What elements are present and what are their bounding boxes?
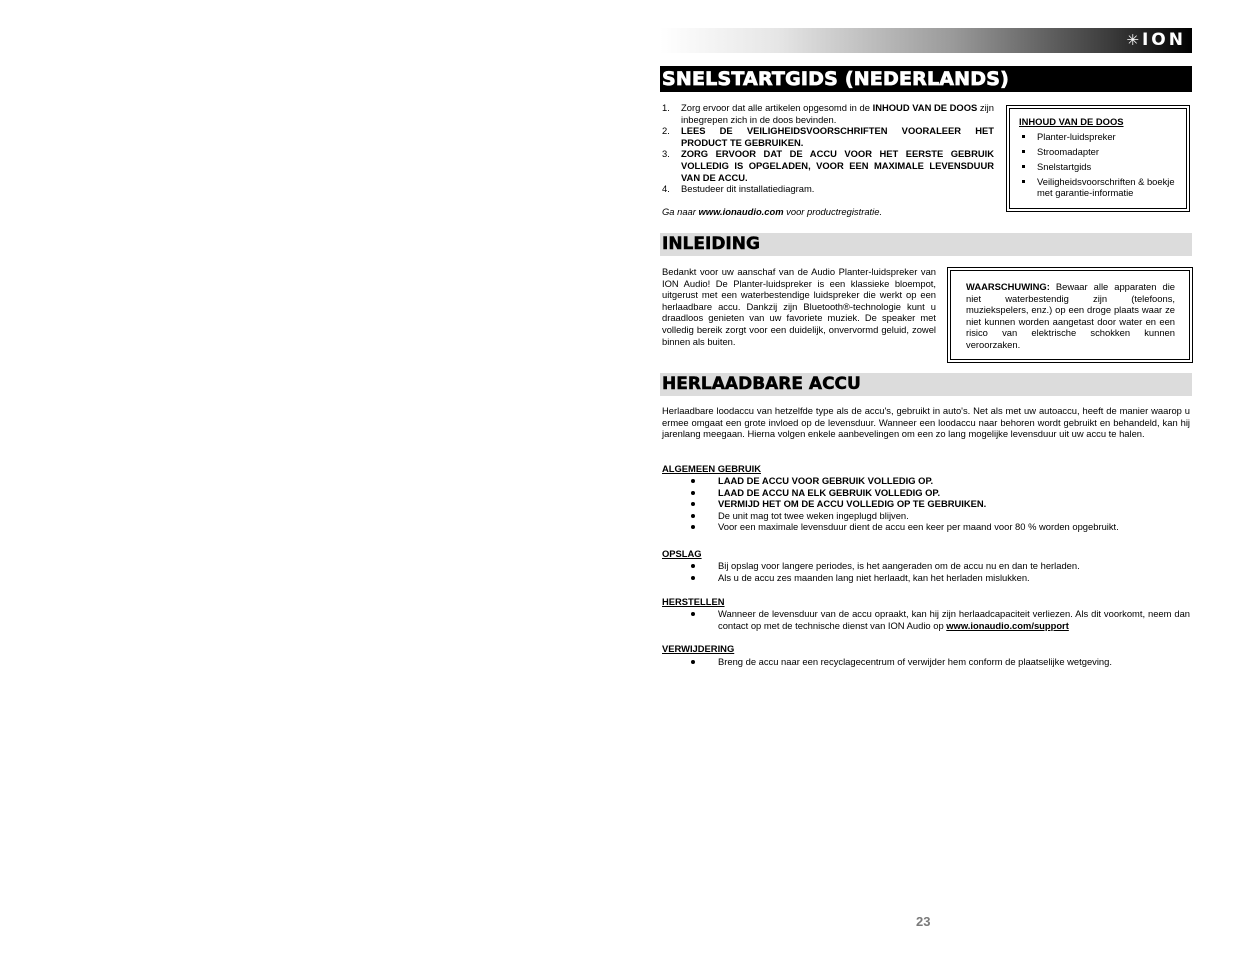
header-gradient-bar: [660, 28, 1192, 53]
warning-box: [950, 270, 1190, 360]
step-item: 4. Bestudeer dit installatiediagram.: [662, 183, 815, 195]
list-item: Als u de accu zes maanden lang niet herlaadt, kan het herladen mislukken.: [662, 572, 1190, 584]
intro-text: Bedankt voor uw aanschaf van de Audio Planter-luidspreker van ION Audio! De Planter-luidspreker is een klassieke bloempot, uitgerust met een waterbestendige luidspreker die werkt op een herlaadbare accu. Dankzij zijn Bluetooth®-technologie kunt u draadloos genieten van uw favoriete muziek. De speaker met volledig bereik zorgt voor een duidelijk, onvervormd geluid, zowel binnen als buiten.: [662, 266, 936, 347]
subheading-disposal: VERWIJDERING: [662, 643, 735, 654]
subheading-restore: HERSTELLEN: [662, 596, 725, 607]
step-item: 2. LEES DE VEILIGHEIDSVOORSCHRIFTEN VOORALEER HET PRODUCT TE GEBRUIKEN.: [662, 125, 994, 148]
section-heading-battery: HERLAADBARE ACCU: [662, 374, 861, 394]
warning-label: WAARSCHUWING:: [966, 281, 1050, 292]
box-contents-item: Stroomadapter: [1019, 146, 1178, 158]
subheading-general: ALGEMEEN GEBRUIK: [662, 463, 761, 474]
warning-text: Bewaar alle apparaten die niet waterbestendig zijn (telefoons, muziekspelers, enz.) op een droge plaats waar ze niet kunnen worden aangetast door water en een risico van elektrische schokken kunnen veroorzaken.: [966, 281, 1175, 350]
list-item: Bij opslag voor langere periodes, is het aangeraden om de accu nu en dan te herladen.: [662, 560, 1190, 572]
box-contents-item: Planter-luidspreker: [1019, 131, 1178, 143]
step-item: 1. Zorg ervoor dat alle artikelen opgesomd in de INHOUD VAN DE DOOS zijn inbegrepen zich in de doos bevinden.: [662, 102, 994, 125]
box-contents-title: INHOUD VAN DE DOOS: [1019, 116, 1124, 127]
list-item: VERMIJD HET OM DE ACCU VOLLEDIG OP TE GEBRUIKEN.: [662, 498, 1190, 510]
step-item: 3. ZORG ERVOOR DAT DE ACCU VOOR HET EERSTE GEBRUIK VOLLEDIG IS OPGELADEN, VOOR EEN MAXIMALE LEVENSDUUR VAN DE ACCU.: [662, 148, 994, 183]
list-item: Breng de accu naar een recyclagecentrum of verwijder hem conform de plaatselijke wetgeving.: [662, 656, 1190, 668]
storage-list: [662, 560, 1190, 583]
box-contents-item: Snelstartgids: [1019, 161, 1178, 173]
registration-link[interactable]: www.ionaudio.com: [698, 206, 784, 217]
section-bar-intro: [660, 233, 1192, 256]
subheading-storage: OPSLAG: [662, 548, 702, 559]
restore-list: [662, 608, 1190, 631]
general-list: [662, 475, 1190, 533]
page-title-bar: [660, 66, 1192, 92]
list-item: De unit mag tot twee weken ingeplugd blijven.: [662, 510, 1190, 522]
support-link[interactable]: www.ionaudio.com/support: [946, 619, 1069, 631]
list-item: LAAD DE ACCU NA ELK GEBRUIK VOLLEDIG OP.: [662, 487, 1190, 499]
list-item: LAAD DE ACCU VOOR GEBRUIK VOLLEDIG OP.: [662, 475, 1190, 487]
disposal-list: [662, 656, 1190, 668]
box-contents-panel: [1009, 108, 1187, 209]
battery-intro-text: Herlaadbare loodaccu van hetzelfde type als de accu's, gebruikt in auto's. Net als met uw autoaccu, heeft de manier waarop u ermee omgaat een grote invloed op de levensduur. Wanneer een loodaccu naar behoren wordt gebruikt en behandeld, kan hij jarenlang meegaan. Hierna volgen enkele aanbevelingen om een zo lang mogelijke levensduur uit uw accu te halen.: [662, 405, 1190, 440]
steps-list: [662, 102, 994, 195]
section-bar-battery: [660, 373, 1192, 396]
registration-note: Ga naar www.ionaudio.com voor productregistratie.: [662, 206, 883, 217]
page-title: SNELSTARTGIDS (NEDERLANDS): [662, 68, 1010, 90]
page-number: 23: [916, 914, 931, 929]
section-heading-intro: INLEIDING: [662, 234, 760, 254]
box-contents-item: Veiligheidsvoorschriften & boekje met garantie-informatie: [1019, 176, 1178, 199]
ion-logo: ✳ ION: [1126, 30, 1186, 50]
list-item: Voor een maximale levensduur dient de accu een keer per maand voor 80 % worden opgebruikt.: [662, 521, 1190, 533]
list-item: Wanneer de levensduur van de accu opraakt, kan hij zijn herlaadcapaciteit verliezen. Als dit voorkomt, neem dan contact op met de technische dienst van ION Audio op www.ionaudio.com/support: [662, 608, 1190, 631]
